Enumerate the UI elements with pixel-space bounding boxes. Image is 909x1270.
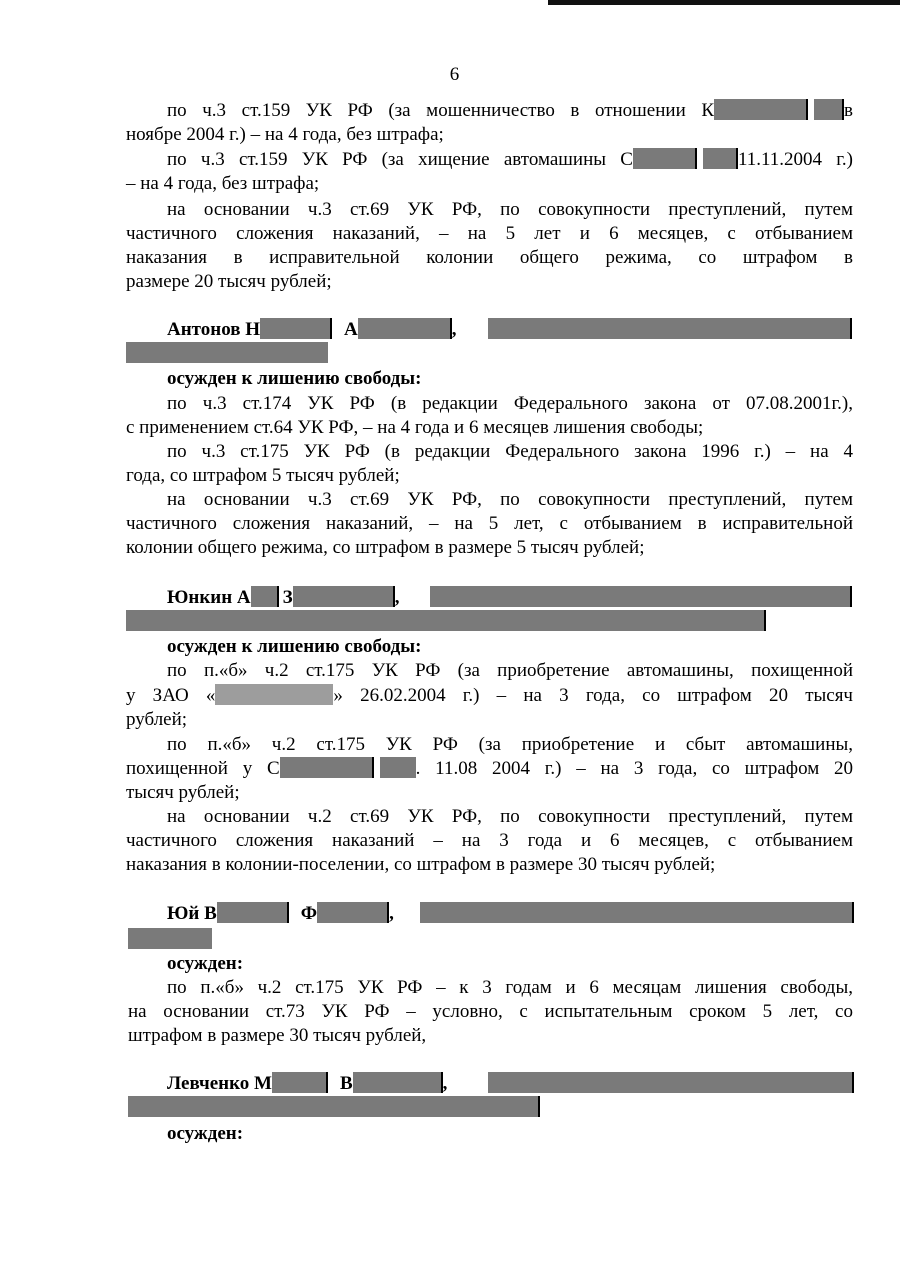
text-line: рублей; [126,709,188,730]
text-line: по ч.3 ст.159 УК РФ (за хищение автомашины С 11.11.2004 г.) [167,149,853,170]
text-line: – на 4 года, без штрафа; [126,173,320,194]
redaction-block [217,902,287,923]
redaction-block [251,586,277,607]
redaction-block [488,318,850,339]
text-line: по ч.3 ст.175 УК РФ (в редакции Федерального закона 1996 г.) – на 4 [167,441,853,462]
text-line: по п.«б» ч.2 ст.175 УК РФ (за приобретение и сбыт автомашины, [167,734,853,755]
text-line: на основании ст.73 УК РФ – условно, с испытательным сроком 5 лет, со [128,1001,853,1022]
defendant-name-yuy: Юй В Ф , [167,903,394,924]
text-line: у ЗАО « » 26.02.2004 г.) – на 3 года, со штрафом 20 тысяч [126,685,853,706]
text-line: по ч.3 ст.174 УК РФ (в редакции Федерального закона от 07.08.2001г.), [167,393,853,414]
top-scan-rule [548,0,900,5]
text-line: ноябре 2004 г.) – на 4 года, без штрафа; [126,124,444,145]
text-line: по п.«б» ч.2 ст.175 УК РФ – к 3 годам и 6 месяцам лишения свободы, [167,977,853,998]
redaction-block [703,148,736,169]
section-label: осужден: [167,953,244,974]
redaction-block [358,318,450,339]
text-line: похищенной у С . 11.08 2004 г.) – на 3 года, со штрафом 20 [126,758,854,779]
redaction-block [293,586,393,607]
text-line: колонии общего режима, со штрафом в размере 5 тысяч рублей; [126,537,645,558]
redaction-block [633,148,695,169]
defendant-name-levchenko: Левченко М В , [167,1073,448,1094]
redaction-block [260,318,330,339]
redaction-block [128,928,212,949]
page-number: 6 [449,64,460,85]
defendant-name-yunkin: Юнкин А З , [167,587,400,608]
section-label: осужден к лишению свободы: [167,636,422,657]
redaction-block [430,586,850,607]
text-line: частичного сложения наказаний, – на 5 лет и 6 месяцев, с отбыванием [126,223,853,244]
redaction-block [353,1072,441,1093]
redaction-block [215,684,333,705]
redaction-block [317,902,387,923]
text-line: на основании ч.3 ст.69 УК РФ, по совокупности преступлений, путем [167,199,853,220]
text-line: наказания в исправительной колонии общего режима, со штрафом в [126,247,853,268]
text-line: штрафом в размере 30 тысяч рублей, [128,1025,427,1046]
text-line: года, со штрафом 5 тысяч рублей; [126,465,400,486]
redaction-block [272,1072,326,1093]
text-line: по ч.3 ст.159 УК РФ (за мошенничество в отношении К в [167,100,853,121]
text-line: размере 20 тысяч рублей; [126,271,332,292]
text-line: наказания в колонии-поселении, со штрафом в размере 30 тысяч рублей; [126,854,716,875]
redaction-block [128,1096,538,1117]
text-line: частичного сложения наказаний – на 3 года и 6 месяцев, с отбыванием [126,830,853,851]
text-line: тысяч рублей; [126,782,240,803]
redaction-block [380,757,416,778]
redaction-block [280,757,372,778]
redaction-block [814,99,842,120]
text-line: частичного сложения наказаний, – на 5 лет, с отбыванием в исправительной [126,513,853,534]
redaction-block [126,610,764,631]
section-label: осужден к лишению свободы: [167,368,422,389]
redaction-block [126,342,328,363]
defendant-name-antonov: Антонов Н А , [167,319,457,340]
text-line: с применением ст.64 УК РФ, – на 4 года и 6 месяцев лишения свободы; [126,417,704,438]
redaction-block [420,902,852,923]
redaction-block [488,1072,852,1093]
text-line: на основании ч.3 ст.69 УК РФ, по совокупности преступлений, путем [167,489,853,510]
text-line: по п.«б» ч.2 ст.175 УК РФ (за приобретение автомашины, похищенной [167,660,853,681]
section-label: осужден: [167,1123,244,1144]
redaction-block [714,99,806,120]
text-line: на основании ч.2 ст.69 УК РФ, по совокупности преступлений, путем [167,806,853,827]
